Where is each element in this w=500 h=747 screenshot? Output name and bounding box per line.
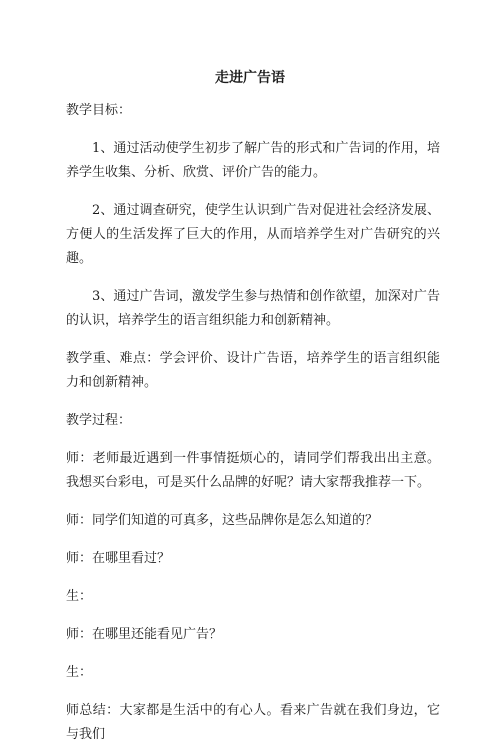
objective-1: 1、通过活动使学生初步了解广告的形式和广告词的作用，培养学生收集、分析、欣赏、评价广告的能力。 xyxy=(66,141,440,180)
objective-2: 2、通过调查研究，使学生认识到广告对促进社会经济发展、方便人的生活发挥了巨大的作用，从而培养学生对广告研究的兴趣。 xyxy=(66,203,440,266)
dialogue-line: 师：同学们知道的可真多，这些品牌你是怎么知道的？ xyxy=(66,513,379,528)
document-title: 走进广告语 xyxy=(215,70,285,86)
objective-3: 3、通过广告词，激发学生参与热情和创作欲望，加深对广告的认识，培养学生的语言组织能力和创新精神。 xyxy=(66,289,440,328)
dialogue-line: 师总结：大家都是生活中的有心人。看来广告就在我们身边，它与我们 xyxy=(66,703,440,742)
dialogue-line: 生： xyxy=(66,665,93,680)
section-heading-process: 教学过程： xyxy=(66,413,132,428)
dialogue-line: 师：在哪里看过？ xyxy=(66,551,171,566)
dialogue-line: 生： xyxy=(66,589,93,604)
key-points: 教学重、难点：学会评价、设计广告语，培养学生的语言组织能力和创新精神。 xyxy=(66,351,440,390)
document-body xyxy=(66,99,440,747)
dialogue-line: 师：在哪里还能看见广告？ xyxy=(66,627,223,642)
dialogue-line: 师：老师最近遇到一件事情挺烦心的，请同学们帮我出出主意。我想买台彩电，可是买什么品牌的好呢？请大家帮我推荐一下。 xyxy=(66,451,440,490)
section-heading-objectives: 教学目标： xyxy=(66,103,132,118)
